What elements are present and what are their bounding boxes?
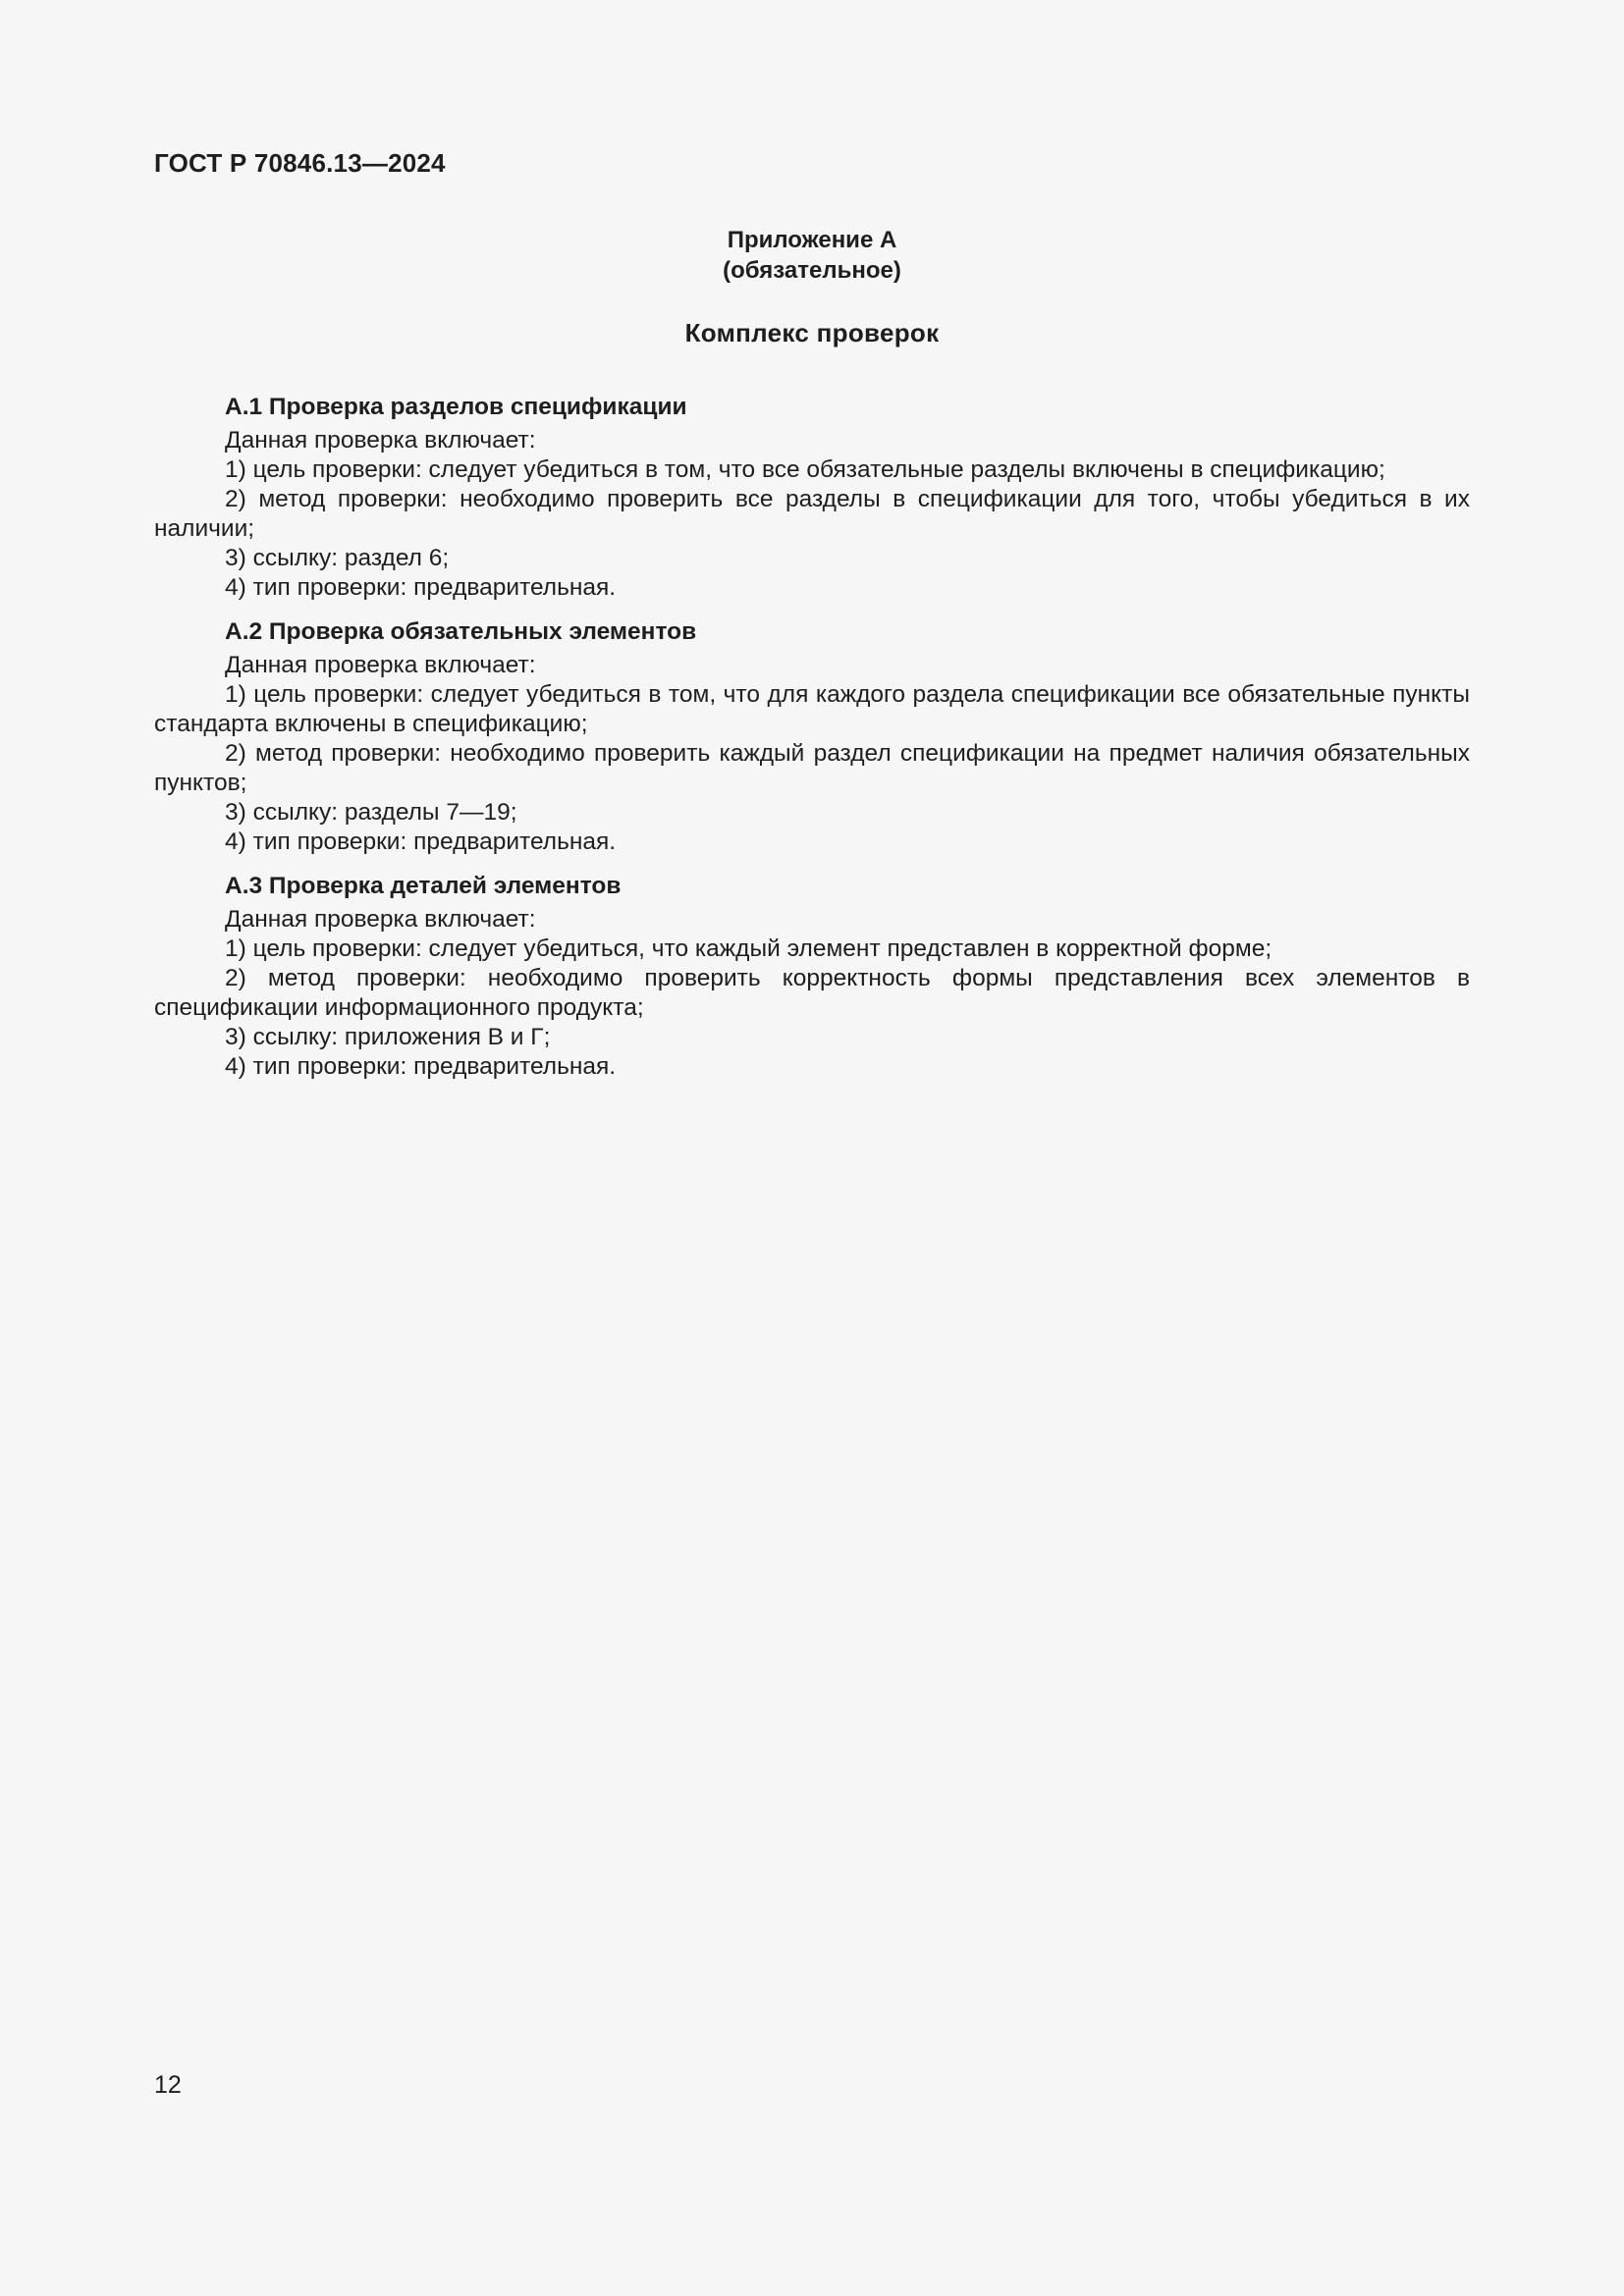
page-number: 12 xyxy=(154,2071,182,2099)
annex-name: Комплекс проверок xyxy=(684,318,940,347)
section-intro: Данная проверка включает: xyxy=(225,652,536,678)
document-code: ГОСТ Р 70846.13—2024 xyxy=(154,148,446,178)
list-item: 4) тип проверки: предварительная. xyxy=(225,828,617,855)
list-item: 3) ссылку: разделы 7—19; xyxy=(225,799,517,826)
section-a2 xyxy=(154,617,1470,857)
list-item: 2) метод проверки: необходимо проверить все разделы в спецификации для того, чтобы убедиться в их наличии; xyxy=(154,486,1470,542)
list-item: 2) метод проверки: необходимо проверить каждый раздел спецификации на предмет наличия обязательных пунктов; xyxy=(154,740,1470,796)
section-heading: А.3 Проверка деталей элементов xyxy=(225,873,622,899)
list-item: 3) ссылку: раздел 6; xyxy=(225,545,450,571)
list-item: 2) метод проверки: необходимо проверить корректность формы представления всех элементов в спецификации информационного продукта; xyxy=(154,965,1470,1021)
annex-status: (обязательное) xyxy=(723,257,901,284)
list-item: 1) цель проверки: следует убедиться в том, что для каждого раздела спецификации все обязательные пункты стандарта включены в спецификацию; xyxy=(154,681,1470,737)
section-intro: Данная проверка включает: xyxy=(225,906,536,933)
sections-container xyxy=(154,393,1470,1082)
section-a3 xyxy=(154,872,1470,1082)
annex-title: Приложение А xyxy=(727,227,897,253)
list-item: 1) цель проверки: следует убедиться в том, что все обязательные разделы включены в спецификацию; xyxy=(225,456,1385,483)
section-a1 xyxy=(154,393,1470,603)
section-heading: А.1 Проверка разделов спецификации xyxy=(225,394,687,420)
list-item: 3) ссылку: приложения В и Г; xyxy=(225,1024,551,1050)
list-item: 4) тип проверки: предварительная. xyxy=(225,1053,617,1080)
list-item: 1) цель проверки: следует убедиться, что каждый элемент представлен в корректной форме; xyxy=(225,935,1272,962)
section-intro: Данная проверка включает: xyxy=(225,427,536,454)
list-item: 4) тип проверки: предварительная. xyxy=(225,574,617,601)
section-heading: А.2 Проверка обязательных элементов xyxy=(225,618,697,645)
